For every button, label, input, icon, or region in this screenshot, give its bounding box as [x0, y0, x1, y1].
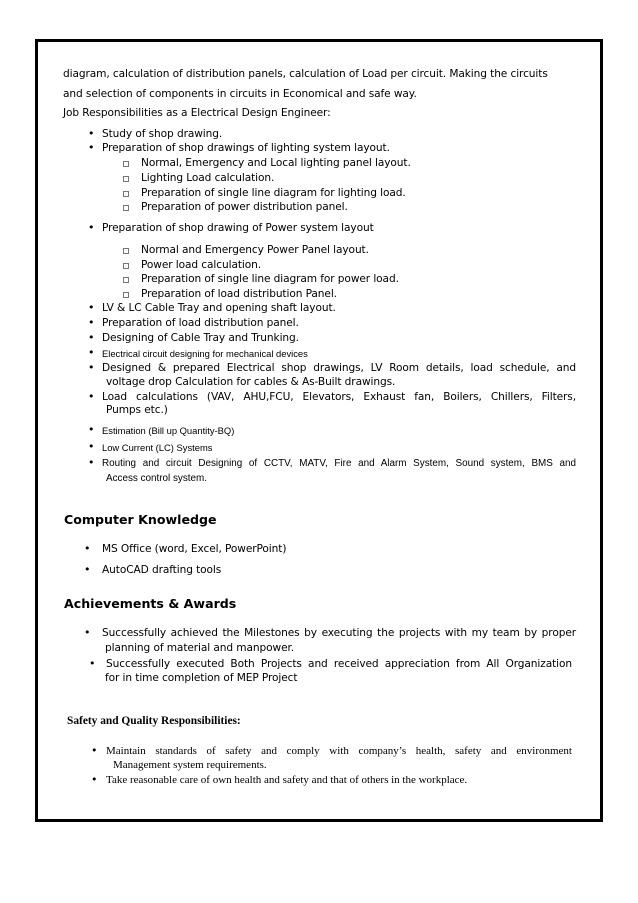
bullet-icon: • [88, 423, 95, 436]
resp-power: Preparation of shop drawing of Power system layout [102, 222, 374, 234]
resp-load-panel: Preparation of load distribution panel. [102, 317, 299, 329]
checkbox-square-icon [123, 176, 129, 182]
checkbox-square-icon [123, 292, 129, 298]
lighting-sub-item: Normal, Emergency and Local lighting panel layout. [141, 157, 411, 169]
lighting-sub-item: Preparation of single line diagram for lighting load. [141, 187, 406, 199]
achievements-heading: Achievements & Awards [64, 596, 237, 611]
resp-designed-line-1: Designed & prepared Electrical shop drawings, LV Room details, load schedule, and [102, 362, 576, 374]
checkbox-square-icon [123, 161, 129, 167]
computer-item: AutoCAD drafting tools [102, 564, 222, 576]
safety-heading: Safety and Quality Responsibilities: [67, 715, 241, 727]
computer-item: MS Office (word, Excel, PowerPoint) [102, 543, 287, 555]
checkbox-square-icon [123, 248, 129, 254]
resp-routing-line-1: Routing and circuit Designing of CCTV, MATV, Fire and Alarm System, Sound system, BMS and [102, 458, 576, 469]
bullet-icon: • [88, 301, 95, 314]
bullet-icon: • [88, 331, 95, 344]
checkbox-square-icon [123, 191, 129, 197]
achievement-1-line-2: planning of material and manpower. [105, 642, 295, 654]
resp-designed-line-2: voltage drop Calculation for cables & As-Built drawings. [106, 376, 396, 388]
bullet-icon: • [88, 440, 95, 453]
bullet-icon: • [88, 316, 95, 329]
resp-estimation: Estimation (Bill up Quantity-BQ) [102, 425, 235, 436]
bullet-icon: • [84, 542, 91, 555]
checkbox-square-icon [123, 263, 129, 269]
job-responsibilities-title: Job Responsibilities as a Electrical Design Engineer: [63, 107, 331, 119]
safety-1-line-2: Management system requirements. [113, 759, 267, 771]
safety-1-line-1: Maintain standards of safety and comply with company’s health, safety and environment [106, 745, 572, 757]
intro-line-1: diagram, calculation of distribution panels, calculation of Load per circuit. Making the circuits [63, 68, 548, 80]
lighting-sub-item: Lighting Load calculation. [141, 172, 275, 184]
computer-knowledge-heading: Computer Knowledge [64, 512, 217, 527]
resp-low-current: Low Current (LC) Systems [102, 442, 213, 453]
resp-routing-line-2: Access control system. [106, 473, 207, 484]
resp-loadcalc-line-1: Load calculations (VAV, AHU,FCU, Elevators, Exhaust fan, Boilers, Chillers, Filters, [102, 391, 576, 403]
bullet-icon: • [88, 390, 95, 403]
bullet-icon: • [84, 563, 91, 576]
power-sub-item: Normal and Emergency Power Panel layout. [141, 244, 369, 256]
resp-study: Study of shop drawing. [102, 128, 223, 140]
bullet-icon: • [88, 127, 95, 140]
achievement-1-line-1: Successfully achieved the Milestones by executing the projects with my team by proper [102, 627, 576, 639]
bullet-icon: • [88, 221, 95, 234]
bullet-icon: • [88, 346, 95, 359]
resp-cable-tray: LV & LC Cable Tray and opening shaft layout. [102, 302, 336, 314]
power-sub-item: Power load calculation. [141, 259, 261, 271]
safety-2: Take reasonable care of own health and safety and that of others in the workplace. [106, 774, 468, 786]
bullet-icon: • [91, 744, 98, 757]
resp-lighting: Preparation of shop drawings of lighting system layout. [102, 142, 390, 154]
bullet-icon: • [88, 141, 95, 154]
resp-loadcalc-line-2: Pumps etc.) [106, 404, 168, 416]
bullet-icon: • [88, 361, 95, 374]
power-sub-item: Preparation of single line diagram for power load. [141, 273, 399, 285]
intro-line-2: and selection of components in circuits in Economical and safe way. [63, 88, 417, 100]
bullet-icon: • [88, 456, 95, 469]
checkbox-square-icon [123, 277, 129, 283]
bullet-icon: • [84, 626, 91, 639]
lighting-sub-item: Preparation of power distribution panel. [141, 201, 348, 213]
bullet-icon: • [91, 773, 98, 786]
achievement-2-line-1: Successfully executed Both Projects and received appreciation from All Organization [106, 658, 572, 670]
bullet-icon: • [89, 657, 96, 670]
achievement-2-line-2: for in time completion of MEP Project [105, 672, 298, 684]
checkbox-square-icon [123, 205, 129, 211]
power-sub-item: Preparation of load distribution Panel. [141, 288, 337, 300]
resp-trunking: Designing of Cable Tray and Trunking. [102, 332, 299, 344]
resp-mech: Electrical circuit designing for mechanical devices [102, 348, 308, 359]
